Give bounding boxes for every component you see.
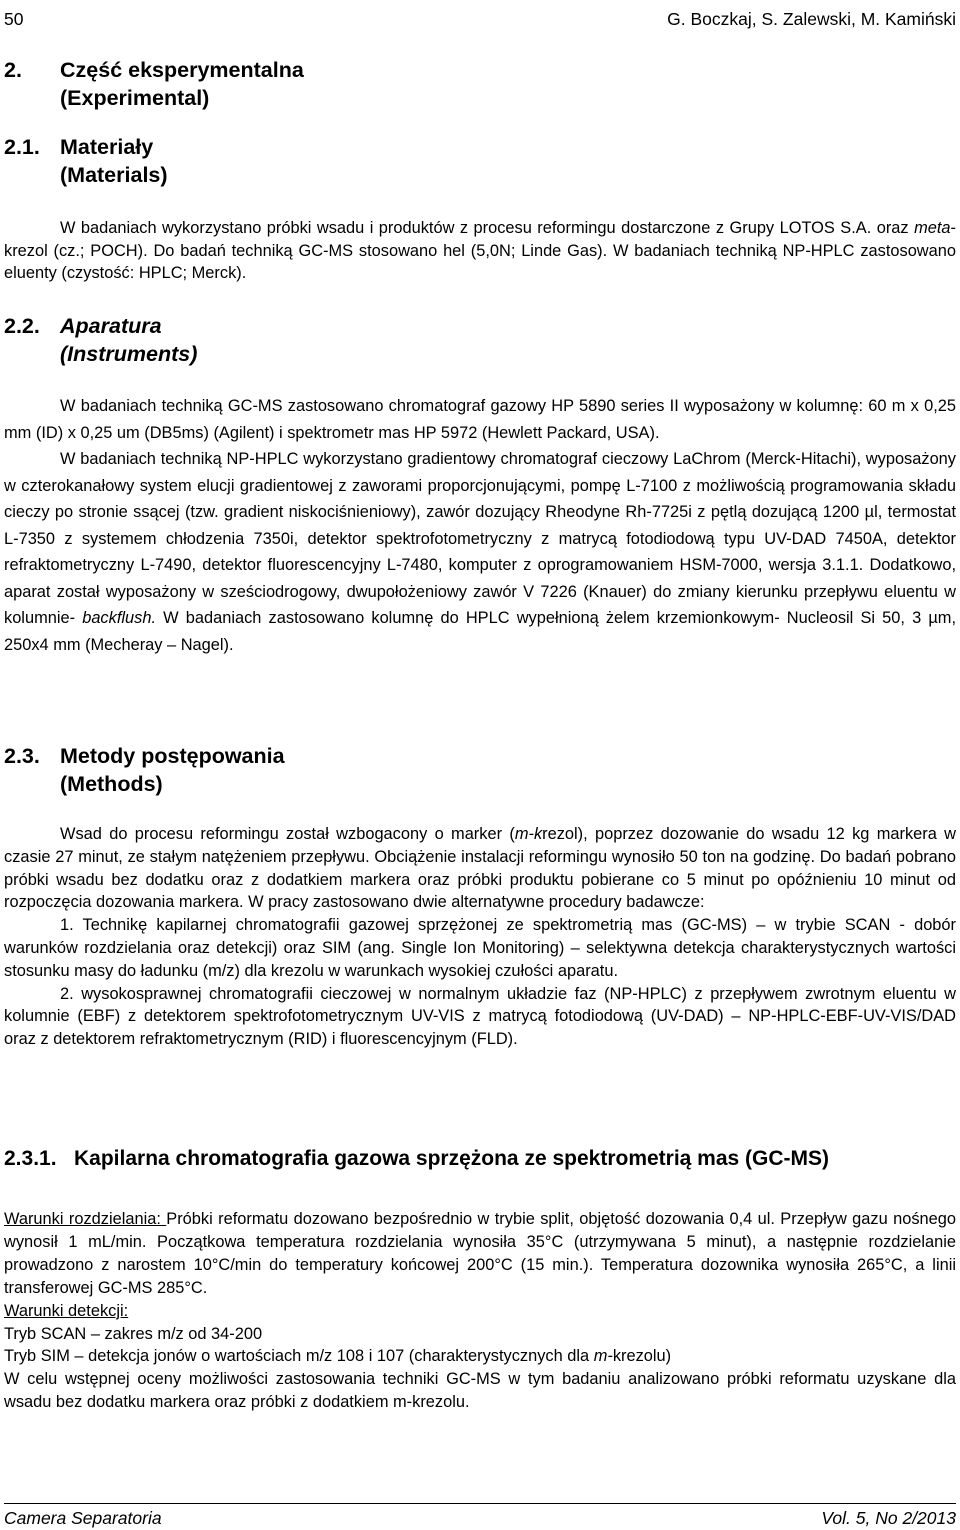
section-2-heading xyxy=(4,56,956,112)
scan-mode: Tryb SCAN – zakres m/z od 34-200 xyxy=(4,1324,263,1343)
gcms-final-paragraph: W celu wstępnej oceny możliwości zastosowania techniki GC-MS w tym badaniu analizowano próbki reformatu uzyskane dla wsadu bez dodatku markera oraz próbki z dodatkiem m-krezolu. xyxy=(4,1370,956,1412)
section-subtitle: (Experimental) xyxy=(60,86,210,110)
section-number: 2. xyxy=(4,58,22,82)
section-number: 2.3.1. xyxy=(4,1147,57,1170)
page-number: 50 xyxy=(4,9,24,29)
running-authors: G. Boczkaj, S. Zalewski, M. Kamiński xyxy=(667,9,956,29)
section-2-3-heading xyxy=(4,742,956,798)
instruments-paragraph: W badaniach techniką GC-MS zastosowano chromatograf gazowy HP 5890 series II wyposażony w kolumnę: 60 m x 0,25 mm (ID) x 0,25 um (DB5ms) (Agilent) i spektrometr mas HP 5972 (Hewlett Packard, USA). W badaniach techniką NP-HPLC wykorzystano gradientowy chromatograf cieczowy LaChrom (Merck-Hitachi), wyposażony w czterokanałowy system elucji gradientowej z zaworami proporcjonującymi, pompę L-7100 z możliwością programowania składu cieczy po stronie ssącej (tzw. gradient niskociśnieniowy), zawór dozujący Rheodyne Rh-7725i z pętlą dozującą 1200 µl, termostat L-7350 z systemem chłodzenia 7350i, detektor spektrofotometryczny z matrycą fotodiodową typu UV-DAD 7450A, detektor refraktometryczny L-7490, detektor fluorescencyjny L-7480, komputer z oprogramowaniem HSM-7000, wersja 3.1.1. Dodatkowo, aparat został wyposażony w sześciodrogowy, dwupołożeniowy zawór V 7226 (Knauer) do zmiany kierunku przepływu eluentu w kolumnie- backflush. W badaniach zastosowano kolumnę do HPLC wypełnioną żelem krzemionkowym- Nucleosil Si 50, 3 µm, 250x4 mm (Mecheray – Nagel). xyxy=(4,397,957,654)
materials-paragraph: W badaniach wykorzystano próbki wsadu i produktów z procesu reformingu dostarczone z Grupy LOTOS S.A. oraz meta-krezol (cz.; POCH). Do badań techniką GC-MS stosowano hel (5,0N; Linde Gas). W badaniach techniką NP-HPLC zastosowano eluenty (czystość: HPLC; Merck). xyxy=(4,219,956,282)
section-title: Aparatura xyxy=(60,314,162,338)
section-number: 2.3. xyxy=(4,744,40,768)
section-subtitle: (Instruments) xyxy=(60,342,198,366)
page-footer xyxy=(4,1503,956,1528)
detection-conditions-label: Warunki detekcji: xyxy=(4,1301,129,1320)
section-title: Metody postępowania xyxy=(60,744,285,768)
section-title: Część eksperymentalna xyxy=(60,58,304,82)
methods-paragraph: Wsad do procesu reformingu został wzbogacony o marker (m-krezol), poprzez dozowanie do wsadu 12 kg markera w czasie 27 minut, ze stałym natężeniem przepływu. Obciążenie instalacji reformingu wynosiło 50 ton na godzinę. Do badań pobrano próbki wsadu bez dodatku oraz z dodatkiem markera oraz próbki produktu pobierane co 5 minut po opóźnieniu 10 minut od rozpoczęcia dozowania markera. W pracy zastosowano dwie alternatywne procedury badawcze: 1. Technikę kapilarnej chromatografii gazowej sprzężonej ze spektrometrią mas (GC-MS) – w trybie SCAN - dobór warunków rozdzielania oraz detekcji) oraz SIM (ang. Single Ion Monitoring) – selektywna detekcja charakterystycznych wartości stosunku masy do ładunku (m/z) dla krezolu w warunkach wysokiej czułości aparatu. 2. wysokosprawnej chromatografii cieczowej w normalnym układzie faz (NP-HPLC) z przepływem zwrotnym eluentu w kolumnie (EBF) z detektorem spektrofotometrycznym UV-VIS z matrycą fotodiodową (UV-DAD) – NP-HPLC-EBF-UV-VIS/DAD oraz z detektorem refraktometrycznym (RID) i fluorescencyjnym (FLD). xyxy=(4,823,956,1051)
method-item-2: 2. wysokosprawnej chromatografii cieczowej w normalnym układzie faz (NP-HPLC) z przepływem zwrotnym eluentu w kolumnie (EBF) z detektorem spektrofotometrycznym UV-VIS z matrycą fotodiodową (UV-DAD) – NP-HPLC-EBF-UV-VIS/DAD oraz z detektorem refraktometrycznym (RID) i fluorescencyjnym (FLD). xyxy=(4,984,956,1049)
section-subtitle: (Methods) xyxy=(60,772,163,796)
section-2-2-heading xyxy=(4,312,956,368)
sim-mode: Tryb SIM – detekcja jonów o wartościach m/z 108 i 107 (charakterystycznych dla m-krezolu) xyxy=(4,1347,672,1366)
section-2-1-heading xyxy=(4,133,956,189)
section-number: 2.2. xyxy=(4,314,40,338)
section-title: Materiały xyxy=(60,135,154,159)
section-2-3-1-heading xyxy=(4,1145,956,1173)
section-title: Kapilarna chromatografia gazowa sprzężona ze spektrometrią mas (GC-MS) xyxy=(74,1147,830,1170)
journal-name: Camera Separatoria xyxy=(4,1508,162,1528)
journal-volume: Vol. 5, No 2/2013 xyxy=(821,1508,956,1528)
gcms-conditions: Warunki rozdzielania: Próbki reformatu dozowano bezpośrednio w trybie split, objętość dozowania 0,4 ul. Przepływ gazu nośnego wynosił 1 mL/min. Początkowa temperatura rozdzielania wynosiła 35°C (utrzymywana 5 minut), a następnie rozdzielanie prowadzono z narostem 10°C/min do temperatury końcowej 200°C (15 min.). Temperatura dozownika wynosiła 265°C, a linii transferowej GC-MS 285°C. Warunki detekcji: Tryb SCAN – zakres m/z od 34-200 Tryb SIM – detekcja jonów o wartościach m/z 108 i 107 (charakterystycznych dla m-krezolu) W celu wstępnej oceny możliwości zastosowania techniki GC-MS w tym badaniu analizowano próbki reformatu uzyskane dla wsadu bez dodatku markera oraz próbki z dodatkiem m-krezolu. xyxy=(4,1208,956,1414)
section-number: 2.1. xyxy=(4,135,40,159)
section-subtitle: (Materials) xyxy=(60,163,168,187)
method-item-1: 1. Technikę kapilarnej chromatografii gazowej sprzężonej ze spektrometrią mas (GC-MS) – w trybie SCAN - dobór warunków rozdzielania oraz detekcji) oraz SIM (ang. Single Ion Monitoring) – selektywna detekcja charakterystycznych wartości stosunku masy do ładunku (m/z) dla krezolu w warunkach wysokiej czułości aparatu. xyxy=(4,916,956,980)
separation-conditions-label: Warunki rozdzielania: xyxy=(4,1210,167,1228)
